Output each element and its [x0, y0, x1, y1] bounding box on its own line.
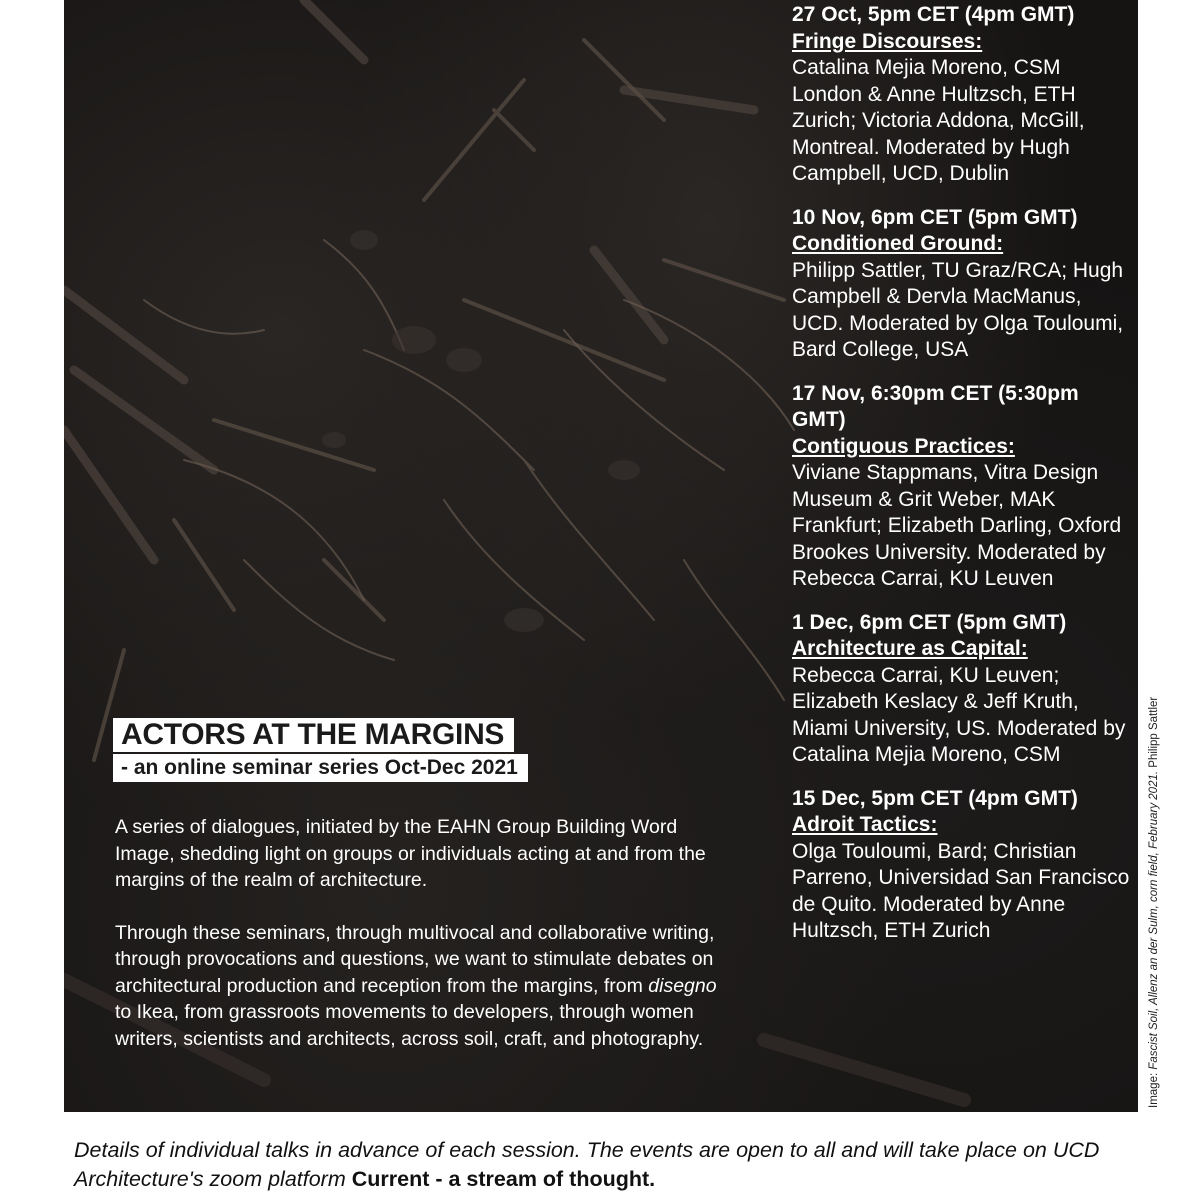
credit-work: Fascist Soil, Allenz an der Sulm, corn field, February 2021. — [1148, 770, 1160, 1070]
footer-text: Details of individual talks in advance of each session. The events are open to all and will take place on UCD Architecture's zoom platform — [74, 1138, 1100, 1191]
session-date: 17 Nov, 6:30pm CET (5:30pm GMT) — [792, 381, 1079, 431]
image-credit — [1146, 628, 1162, 1108]
intro-emphasis: disegno — [648, 974, 717, 997]
session-date: 15 Dec, 5pm CET (4pm GMT) — [792, 786, 1078, 810]
credit-prefix: Image: — [1148, 1069, 1160, 1108]
session-title: Fringe Discourses: — [792, 29, 983, 53]
session-item — [792, 2, 1132, 188]
platform-name: Current - a stream of thought. — [351, 1167, 656, 1191]
session-date: 10 Nov, 6pm CET (5pm GMT) — [792, 205, 1078, 229]
session-item — [792, 610, 1132, 769]
credit-author: Philipp Sattler — [1148, 696, 1160, 771]
session-speakers: Viviane Stappmans, Vitra Design Museum & Grit Weber, MAK Frankfurt; Elizabeth Darling, Oxford Brookes University. Moderated by Rebecca Carrai, KU Leuven — [792, 461, 1122, 590]
intro-paragraph: A series of dialogues, initiated by the EAHN Group Building Word Image, shedding light on groups or individuals acting at and from the margins of the realm of architecture. — [115, 816, 706, 891]
session-title: Adroit Tactics: — [792, 813, 938, 836]
session-item — [792, 786, 1132, 945]
session-title: Conditioned Ground: — [792, 232, 1004, 255]
series-description — [115, 814, 725, 1078]
session-schedule — [792, 2, 1132, 962]
intro-text: Through these seminars, through multivocal and collaborative writing, through provocations and questions, we want to stimulate debates on architectural production and reception from the margins, from — [115, 921, 715, 997]
series-title: ACTORS AT THE MARGINS — [113, 718, 514, 752]
session-title: Architecture as Capital: — [792, 637, 1028, 660]
session-date: 27 Oct, 5pm CET (4pm GMT) — [792, 3, 1075, 26]
series-subtitle: - an online seminar series Oct-Dec 2021 — [113, 754, 528, 782]
session-speakers: Philipp Sattler, TU Graz/RCA; Hugh Campbell & Dervla MacManus, UCD. Moderated by Olga Touloumi, Bard College, USA — [792, 258, 1124, 361]
intro-paragraph — [115, 920, 725, 1053]
session-item — [792, 205, 1132, 364]
footer-note — [74, 1136, 1134, 1194]
session-speakers: Olga Touloumi, Bard; Christian Parreno, Universidad San Francisco de Quito. Moderated by Anne Hultzsch, ETH Zurich — [792, 839, 1130, 942]
session-speakers: Rebecca Carrai, KU Leuven; Elizabeth Keslacy & Jeff Kruth, Miami University, US. Moderated by Catalina Mejia Moreno, CSM — [792, 663, 1126, 766]
intro-text: to Ikea, from grassroots movements to developers, through women writers, scientists and architects, across soil, craft, and photography. — [115, 1001, 704, 1050]
session-speakers: Catalina Mejia Moreno, CSM London & Anne Hultzsch, ETH Zurich; Victoria Addona, McGill, Montreal. Moderated by Hugh Campbell, UCD, Dublin — [792, 56, 1085, 185]
session-date: 1 Dec, 6pm CET (5pm GMT) — [792, 610, 1067, 634]
session-item — [792, 381, 1132, 593]
session-title: Contiguous Practices: — [792, 434, 1015, 458]
